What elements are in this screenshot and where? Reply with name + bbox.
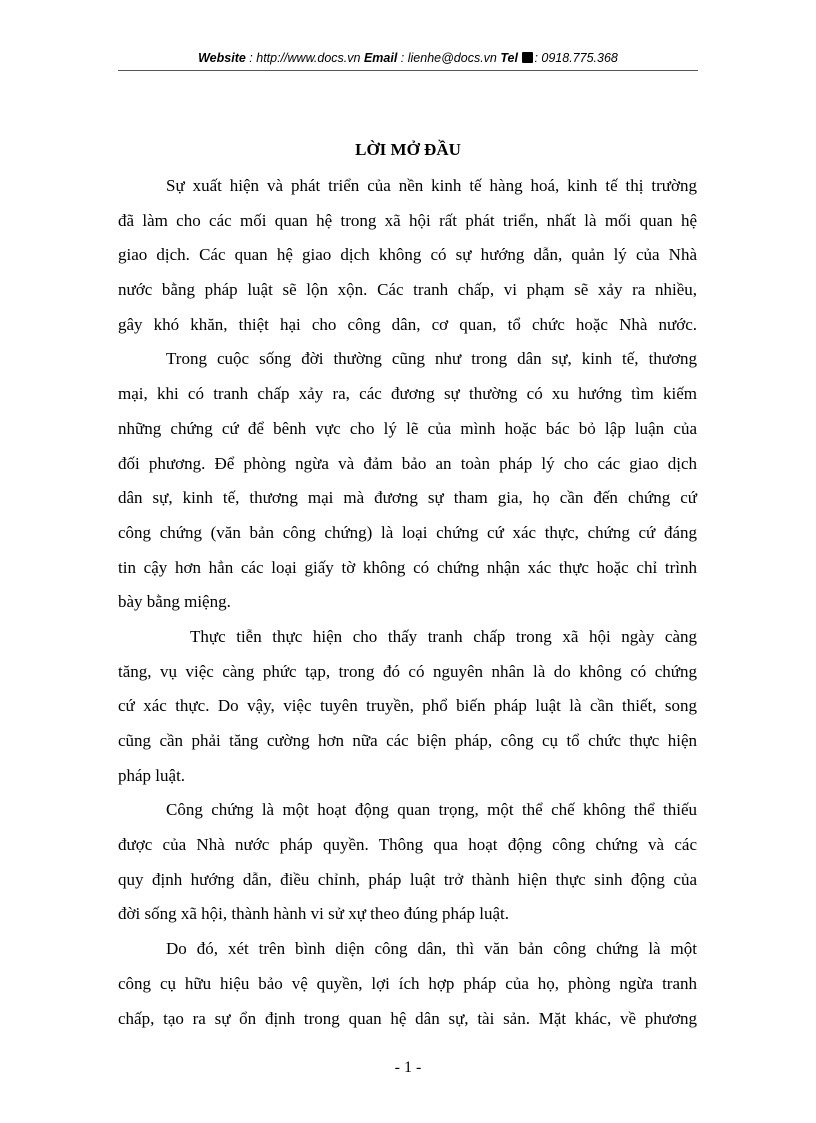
paragraph: [118, 620, 697, 793]
text-line: cứ xác thực. Do vậy, việc tuyên truyền, phổ biến pháp luật là cần thiết, song: [118, 696, 697, 716]
text-line: chấp, tạo ra sự ổn định trong quan hệ dân sự, tài sản. Mặt khác, về phương: [118, 1008, 697, 1028]
text-line: công chứng (văn bản công chứng) là loại chứng cứ xác thực, chứng cứ đáng: [118, 522, 697, 542]
text-line: mại, khi có tranh chấp xảy ra, các đương sự thường có xu hướng tìm kiếm: [118, 384, 697, 404]
text-line: công cụ hữu hiệu bảo vệ quyền, lợi ích hợp pháp của họ, phòng ngừa tranh: [118, 973, 697, 993]
paragraph: [118, 342, 697, 620]
paragraph: [118, 932, 697, 1036]
document-title: LỜI MỞ ĐẦU: [355, 140, 461, 159]
page-number: - 1 -: [394, 1059, 422, 1076]
text-line: tin cậy hơn hẳn các loại giấy tờ không có chứng nhận xác thực hoặc chỉ trình: [118, 557, 697, 577]
text-line: đời sống xã hội, thành hành vi sử xự theo đúng pháp luật.: [118, 904, 509, 924]
text-line: đối phương. Để phòng ngừa và đảm bảo an toàn pháp lý cho các giao dịch: [118, 453, 697, 473]
text-line: được của Nhà nước pháp quyền. Thông qua hoạt động công chứng và các: [118, 835, 697, 855]
text-line: Thực tiễn thực hiện cho thấy tranh chấp trong xã hội ngày càng: [190, 626, 697, 646]
text-line: đã làm cho các mối quan hệ trong xã hội rất phát triển, nhất là mối quan hệ: [118, 210, 697, 230]
paragraph: [118, 793, 697, 932]
text-line: Do đó, xét trên bình diện công dân, thì văn bản công chứng là một: [166, 939, 697, 959]
header-divider: [118, 70, 698, 71]
text-line: nước bằng pháp luật sẽ lộn xộn. Các tranh chấp, vi phạm sẽ xảy ra nhiều,: [118, 280, 697, 300]
text-line: tăng, vụ việc càng phức tạp, trong đó có nguyên nhân là do không có chứng: [118, 661, 697, 681]
tel-label: Tel: [500, 51, 518, 65]
page-header: [118, 50, 698, 66]
text-line: quy định hướng dẫn, điều chỉnh, pháp luật trở thành hiện thực sinh động của: [118, 869, 697, 889]
tel-value: : 0918.775.368: [534, 51, 618, 65]
text-line: Trong cuộc sống đời thường cũng như trong dân sự, kinh tế, thương: [166, 349, 697, 369]
document-body: [118, 169, 697, 1036]
email-value: : lienhe@docs.vn: [400, 51, 497, 65]
email-label: Email: [363, 51, 398, 65]
website-label: Website: [198, 51, 246, 65]
text-line: dân sự, kinh tế, thương mại mà đương sự tham gia, họ cần đến chứng cứ: [118, 488, 697, 508]
text-line: pháp luật.: [118, 765, 186, 785]
paragraph: [118, 169, 697, 342]
text-line: cũng cần phải tăng cường hơn nữa các biện pháp, công cụ tổ chức thực hiện: [118, 731, 697, 750]
text-line: những chứng cứ để bênh vực cho lý lẽ của mình hoặc bác bỏ lập luận của: [118, 418, 697, 438]
text-line: Sự xuất hiện và phát triển của nền kinh tế hàng hoá, kinh tế thị trường: [166, 176, 697, 195]
text-line: giao dịch. Các quan hệ giao dịch không có sự hướng dẫn, quản lý của Nhà: [118, 245, 697, 265]
text-line: gây khó khăn, thiệt hại cho công dân, cơ quan, tổ chức hoặc Nhà nước.: [118, 314, 697, 334]
text-line: bày bằng miệng.: [118, 592, 231, 612]
text-line: Công chứng là một hoạt động quan trọng, một thể chế không thể thiếu: [166, 800, 697, 820]
website-value: : http://www.docs.vn: [249, 51, 361, 65]
phone-icon: [522, 52, 533, 63]
